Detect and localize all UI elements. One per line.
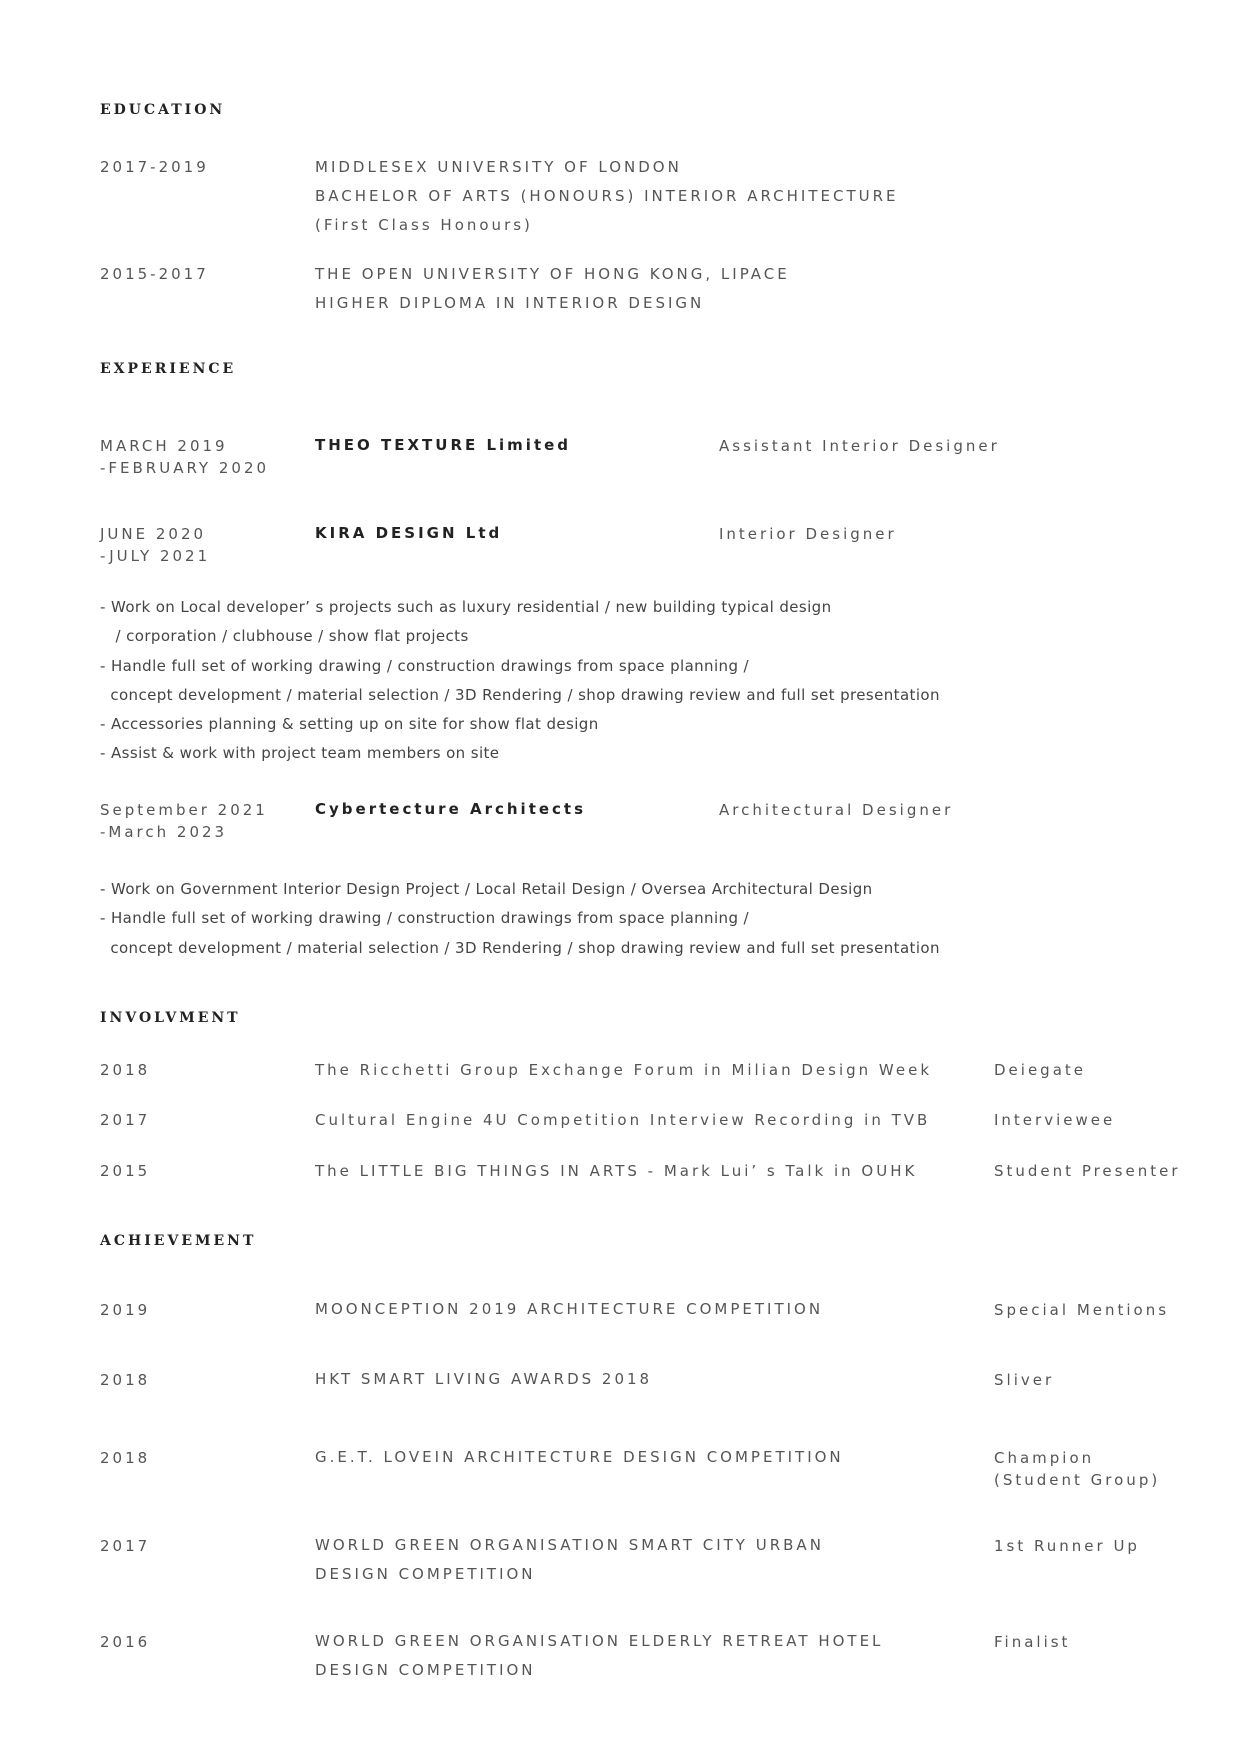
involvement-year: 2017 [100,1111,151,1129]
involvement-year: 2018 [100,1061,151,1079]
achievement-award-line: 1st Runner Up [994,1537,1140,1555]
involvement-event: Cultural Engine 4U Competition Interview Recording in TVB [315,1111,931,1129]
education-years: 2017-2019 [100,158,209,176]
achievement-title [315,1627,883,1685]
achievement-title-line: HKT SMART LIVING AWARDS 2018 [315,1370,653,1388]
achievement-award [994,1447,1160,1491]
achievement-title-line: WORLD GREEN ORGANISATION SMART CITY URBAN [315,1536,824,1554]
job-period-end: -JULY 2021 [100,547,211,565]
achievement-title-line: G.E.T. LOVEIN ARCHITECTURE DESIGN COMPETITION [315,1448,844,1466]
education-degree: HIGHER DIPLOMA IN INTERIOR DESIGN [315,294,705,312]
achievement-award-line: Special Mentions [994,1301,1170,1319]
achievement-title [315,1443,844,1472]
involvement-role: Student Presenter [994,1162,1181,1180]
involvement-event: The LITTLE BIG THINGS IN ARTS - Mark Lui’ s Talk in OUHK [315,1162,918,1180]
responsibility-line: - Accessories planning & setting up on site for show flat design [100,715,599,734]
responsibility-line: - Handle full set of working drawing / construction drawings from space planning / [100,656,749,675]
responsibility-line: - Assist & work with project team members on site [100,744,500,763]
achievement-year: 2019 [100,1301,151,1319]
job-company: Cybertecture Architects [315,800,587,818]
job-role: Architectural Designer [719,801,954,819]
job-period-end: -FEBRUARY 2020 [100,459,270,477]
achievement-title [315,1295,823,1324]
achievement-award [994,1631,1070,1653]
involvement-year: 2015 [100,1162,151,1180]
job-role: Interior Designer [719,525,897,543]
achievement-year: 2018 [100,1449,151,1467]
job-company: THEO TEXTURE Limited [315,436,572,454]
education-degree: BACHELOR OF ARTS (HONOURS) INTERIOR ARCHITECTURE [315,187,899,205]
achievement-award-line: Finalist [994,1633,1071,1651]
achievement-award-line: (Student Group) [994,1471,1161,1489]
job-period [100,523,210,567]
achievement-year: 2016 [100,1633,151,1651]
achievement-heading: ACHIEVEMENT [100,1233,257,1249]
responsibility-line: concept development / material selection / 3D Rendering / shop drawing review and full set presentation [100,685,940,704]
job-period-start: MARCH 2019 [100,437,228,455]
achievement-title [315,1531,824,1589]
achievement-year: 2017 [100,1537,151,1555]
job-period-start: JUNE 2020 [100,525,207,543]
responsibility-line: - Work on Government Interior Design Project / Local Retail Design / Oversea Architectural Design [100,880,873,898]
achievement-award-line: Champion [994,1449,1095,1467]
education-school: THE OPEN UNIVERSITY OF HONG KONG, LIPACE [315,265,790,283]
achievement-title-line: DESIGN COMPETITION [315,1661,536,1679]
responsibility-line: concept development / material selection / 3D Rendering / shop drawing review and full set presentation [100,938,940,957]
education-heading: EDUCATION [100,102,226,118]
involvement-event: The Ricchetti Group Exchange Forum in Milian Design Week [315,1061,933,1079]
achievement-award [994,1299,1169,1321]
job-company: KIRA DESIGN Ltd [315,524,503,542]
achievement-title-line: DESIGN COMPETITION [315,1565,536,1583]
education-entry [315,260,790,318]
job-period-end: -March 2023 [100,823,228,841]
achievement-award [994,1535,1140,1557]
job-responsibilities [100,875,940,963]
job-period [100,435,269,479]
education-years: 2015-2017 [100,265,209,283]
job-period-start: September 2021 [100,801,268,819]
involvement-heading: INVOLVMENT [100,1010,241,1026]
job-role: Assistant Interior Designer [719,437,1000,455]
involvement-role: Deiegate [994,1061,1086,1079]
responsibility-line: - Work on Local developer’ s projects such as luxury residential / new building typical design [100,598,832,616]
achievement-year: 2018 [100,1371,151,1389]
education-honours: (First Class Honours) [315,216,533,234]
achievement-title-line: MOONCEPTION 2019 ARCHITECTURE COMPETITION [315,1300,824,1318]
achievement-title-line: WORLD GREEN ORGANISATION ELDERLY RETREAT HOTEL [315,1632,884,1650]
achievement-award [994,1369,1054,1391]
achievement-award-line: Sliver [994,1371,1055,1389]
responsibility-line: / corporation / clubhouse / show flat projects [100,627,469,646]
responsibility-line: - Handle full set of working drawing / construction drawings from space planning / [100,909,749,928]
achievement-title [315,1365,652,1394]
job-responsibilities [100,593,940,769]
involvement-role: Interviewee [994,1111,1116,1129]
job-period [100,799,268,843]
experience-heading: EXPERIENCE [100,361,237,377]
education-school: MIDDLESEX UNIVERSITY OF LONDON [315,158,682,176]
education-entry [315,153,899,240]
